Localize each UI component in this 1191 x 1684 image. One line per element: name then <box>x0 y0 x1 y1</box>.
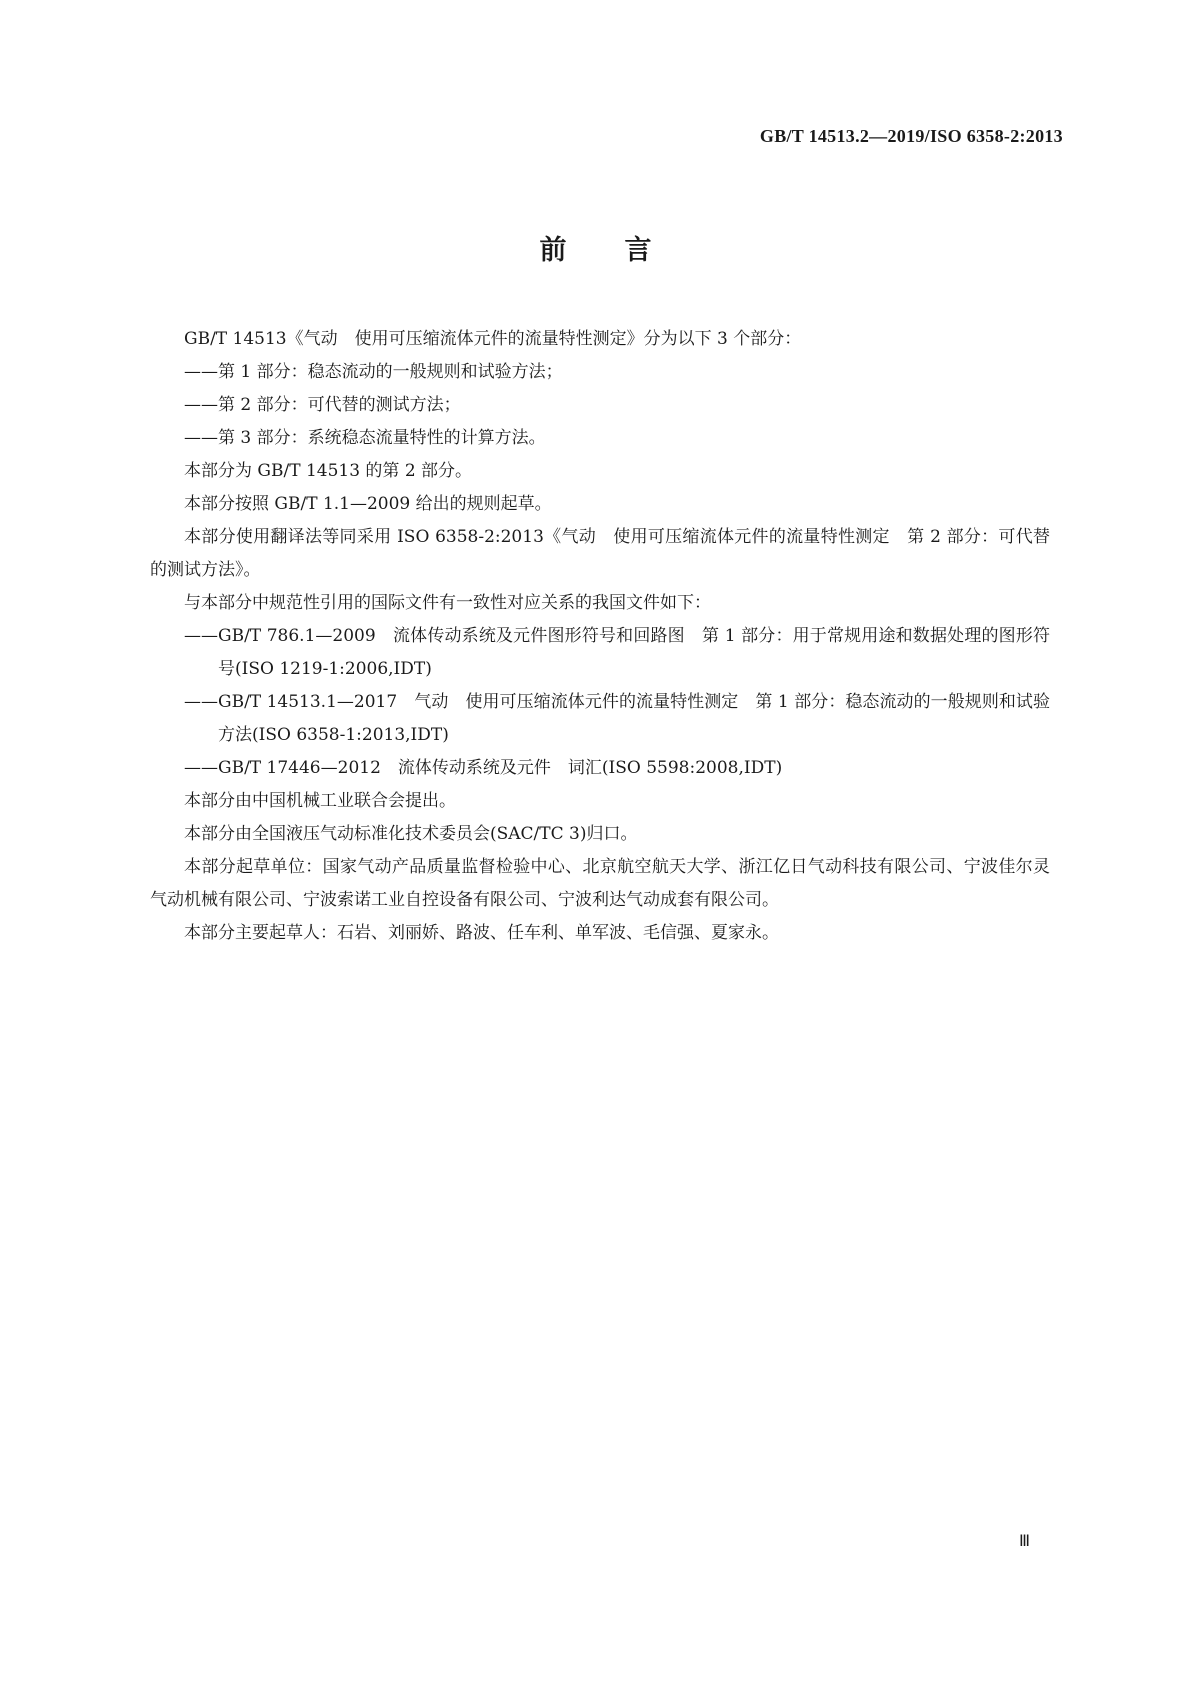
list-item-part-1: ——第 1 部分：稳态流动的一般规则和试验方法； <box>184 362 563 382</box>
paragraph-part-number: 本部分为 GB/T 14513 的第 2 部分。 <box>184 461 473 481</box>
list-item-reference-14513-1: ——GB/T 14513.1—2017 气动 使用可压缩流体元件的流量特性测定 第 1 部分：稳态流动的一般规则和试验方法(ISO 6358-1:2013,IDT) <box>184 692 1050 745</box>
paragraph-series-intro: GB/T 14513《气动 使用可压缩流体元件的流量特性测定》分为以下 3 个部分： <box>184 329 802 349</box>
foreword-body <box>150 323 1050 950</box>
page-number: Ⅲ <box>1018 1533 1030 1550</box>
list-item-reference-786: ——GB/T 786.1—2009 流体传动系统及元件图形符号和回路图 第 1 部分：用于常规用途和数据处理的图形符号(ISO 1219-1:2006,IDT) <box>184 626 1050 679</box>
list-item-part-3: ——第 3 部分：系统稳态流量特性的计算方法。 <box>184 428 546 448</box>
paragraph-drafting-units: 本部分起草单位：国家气动产品质量监督检验中心、北京航空航天大学、浙江亿日气动科技有限公司、宁波佳尔灵气动机械有限公司、宁波索诺工业自控设备有限公司、宁波利达气动成套有限公司。 <box>150 857 1050 910</box>
list-item-part-2: ——第 2 部分：可代替的测试方法； <box>184 395 461 415</box>
paragraph-drafters: 本部分主要起草人：石岩、刘丽娇、路波、任车利、单军波、毛信强、夏家永。 <box>184 923 779 943</box>
paragraph-proposer: 本部分由中国机械工业联合会提出。 <box>184 791 456 811</box>
paragraph-references-intro: 与本部分中规范性引用的国际文件有一致性对应关系的我国文件如下： <box>184 593 711 613</box>
list-item-reference-17446: ——GB/T 17446—2012 流体传动系统及元件 词汇(ISO 5598:2008,IDT) <box>184 758 783 778</box>
paragraph-drafting-rules: 本部分按照 GB/T 1.1—2009 给出的规则起草。 <box>184 494 552 514</box>
standard-number-header: GB/T 14513.2—2019/ISO 6358-2:2013 <box>759 126 1063 146</box>
paragraph-adoption: 本部分使用翻译法等同采用 ISO 6358-2:2013《气动 使用可压缩流体元件的流量特性测定 第 2 部分：可代替的测试方法》。 <box>150 527 1050 580</box>
paragraph-committee: 本部分由全国液压气动标准化技术委员会(SAC/TC 3)归口。 <box>184 824 638 844</box>
page-title: 前言 <box>539 235 710 266</box>
